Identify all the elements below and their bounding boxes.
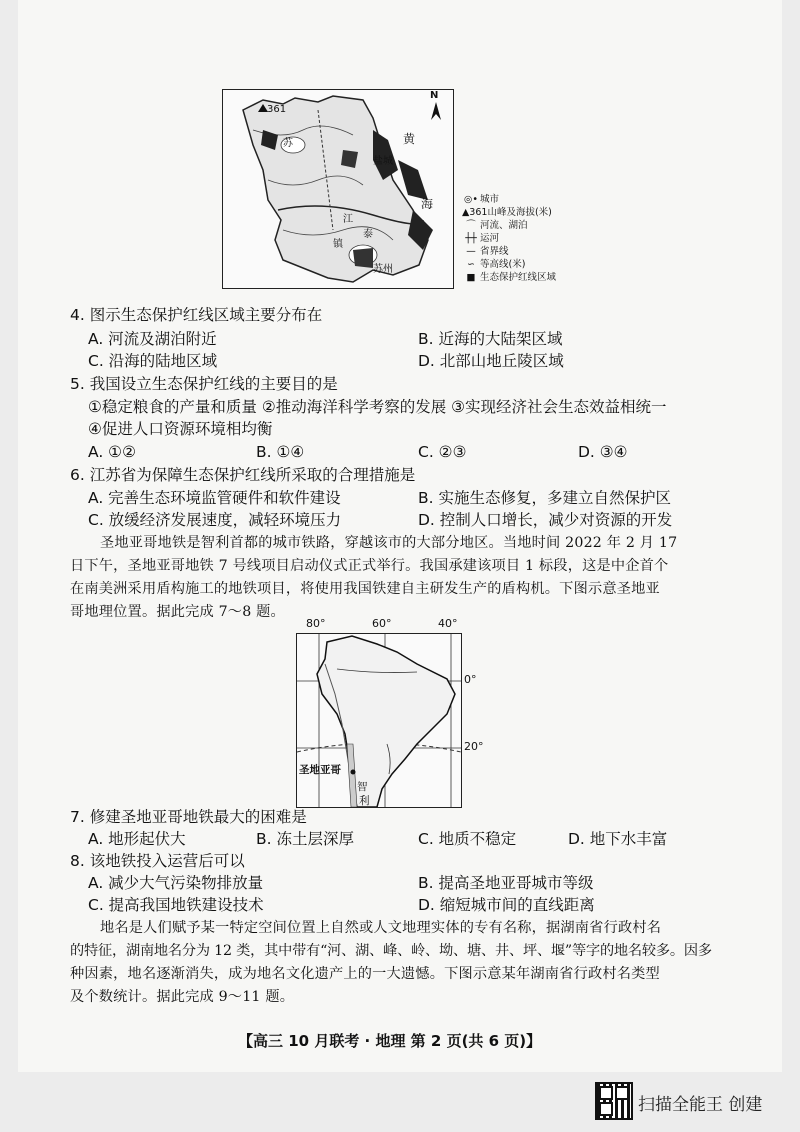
question-5-items-line1: ①稳定粮食的产量和质量 ②推动海洋科学考察的发展 ③实现经济社会生态效益相统一 [88,398,667,416]
jiangsu-map [222,89,454,289]
map-place-label: 盐城 [373,156,393,167]
page-footer: 【高三 10 月联考 · 地理 第 2 页(共 6 页)】 [238,1032,542,1050]
redline-zone-icon: ■ [466,272,476,283]
passage-3-line: 种因素，地名逐渐消失，成为地名文化遗产上的一大遗憾。下图示意某年湖南省行政村名类型 [70,966,660,982]
scanner-watermark: 扫描全能王 创建 [638,1095,763,1115]
question-8-option-d: D. 缩短城市间的直线距离 [418,896,595,914]
map-place-label: 苏州 [373,264,393,275]
question-8-stem: 8. 该地铁投入运营后可以 [70,852,245,870]
passage-2-line: 哥地理位置。据此完成 7～8 题。 [70,604,285,620]
question-4-option-d: D. 北部山地丘陵区域 [418,352,564,370]
lon-label-80: 80° [306,617,326,630]
question-7-option-a: A. 地形起伏大 [88,830,186,848]
passage-2-line: 日下午，圣地亚哥地铁 7 号线项目启动仪式正式举行。我国承建该项目 1 标段，这是中企首个 [70,558,669,574]
jiangsu-map-drawing [223,90,453,288]
south-america-map-drawing [297,634,461,807]
question-8-option-a: A. 减少大气污染物排放量 [88,874,264,892]
question-5-option-b: B. ①④ [256,443,305,461]
contour-icon: ∽ [467,259,475,270]
legend-text: 城市 [480,194,500,205]
lat-label-0: 0° [464,673,477,686]
question-4-option-a: A. 河流及湖泊附近 [88,330,217,348]
passage-2-line: 在南美洲采用盾构施工的地铁项目，将使用我国铁建自主研发生产的盾构机。下图示意圣地亚 [70,581,660,597]
country-label-char: 智 [357,781,368,793]
map-place-label: 苏 [283,138,293,149]
question-8-option-b: B. 提高圣地亚哥城市等级 [418,874,594,892]
question-6-stem: 6. 江苏省为保障生态保护红线所采取的合理措施是 [70,466,416,484]
legend-item [462,272,556,284]
question-4-option-c: C. 沿海的陆地区域 [88,352,218,370]
peak-elevation-label: 361 [267,104,287,115]
question-4-option-b: B. 近海的大陆架区域 [418,330,563,348]
legend-text: 等高线(米) [480,259,526,270]
map-place-label: 镇 [333,239,343,250]
peak-icon: ▲361 [462,207,488,218]
question-6-option-b: B. 实施生态修复，多建立自然保护区 [418,489,671,507]
lat-label-20: 20° [464,740,484,753]
river-icon: ⌒ [466,220,476,231]
legend-item [462,194,499,206]
lon-labels [290,617,490,633]
legend-item [462,207,552,219]
map-legend [462,194,612,290]
city-label-santiago: 圣地亚哥 [299,764,341,776]
qr-code-icon [595,1082,633,1120]
legend-text: 运河 [480,233,500,244]
south-america-map [296,633,462,808]
question-5-items-line2: ④促进人口资源环境相均衡 [88,420,273,438]
legend-text: 省界线 [480,246,509,257]
boundary-icon: — [466,246,476,257]
canal-icon: ┼┼ [465,233,477,244]
legend-text: 生态保护红线区域 [480,272,557,283]
legend-text: 河流、湖泊 [480,220,528,231]
question-4-stem: 4. 图示生态保护红线区域主要分布在 [70,306,323,324]
passage-2-line: 圣地亚哥地铁是智利首都的城市铁路，穿越该市的大部分地区。当地时间 2022 年 2 月 17 [100,535,678,551]
question-7-stem: 7. 修建圣地亚哥地铁最大的困难是 [70,808,307,826]
compass-north-label: N [430,90,439,101]
question-7-option-d: D. 地下水丰富 [568,830,668,848]
map-place-label: 江 [343,214,353,225]
question-5-option-a: A. ①② [88,443,136,461]
lon-label-60: 60° [372,617,392,630]
passage-3-line: 及个数统计。据此完成 9～11 题。 [70,989,295,1005]
question-5-option-c: C. ②③ [418,443,467,461]
map-place-label: 黄 [403,132,416,146]
question-6-option-a: A. 完善生态环境监管硬件和软件建设 [88,489,341,507]
passage-3-line: 地名是人们赋予某一特定空间位置上自然或人文地理实体的专有名称，据湖南省行政村名 [100,920,662,936]
legend-text: 山峰及海拔(米) [487,207,552,218]
question-5-stem: 5. 我国设立生态保护红线的主要目的是 [70,375,338,393]
legend-item [462,259,525,271]
country-label-char: 利 [359,795,370,807]
question-8-option-c: C. 提高我国地铁建设技术 [88,896,264,914]
passage-3-line: 的特征，湖南地名分为 12 类，其中带有“河、湖、峰、岭、坳、塘、井、坪、堰”等字的地名较多。因多 [70,943,712,959]
question-5-option-d: D. ③④ [578,443,628,461]
question-6-option-c: C. 放缓经济发展速度，减轻环境压力 [88,511,342,529]
lon-label-40: 40° [438,617,458,630]
question-6-option-d: D. 控制人口增长，减少对资源的开发 [418,511,673,529]
question-7-option-b: B. 冻土层深厚 [256,830,354,848]
legend-item [462,233,499,245]
map-place-label: 海 [421,197,434,211]
question-7-option-c: C. 地质不稳定 [418,830,517,848]
city-icon: ◎• [464,194,478,205]
map-place-label: 泰 [363,229,373,240]
legend-item [462,246,509,258]
legend-item [462,220,528,232]
